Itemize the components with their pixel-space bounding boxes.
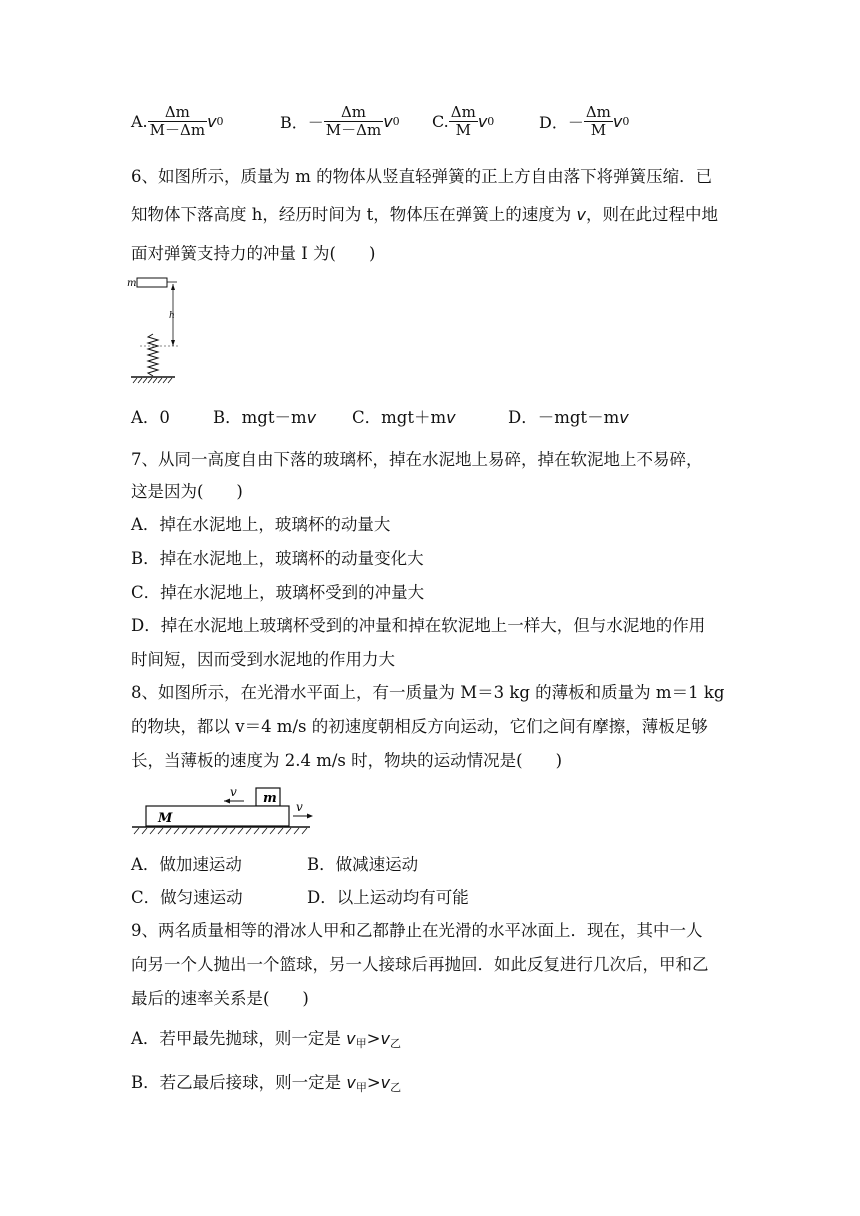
q8-board-figure <box>130 784 320 840</box>
velocity-symbol: v <box>446 408 456 427</box>
q5-option-a <box>131 104 224 139</box>
q9-option-a <box>131 1029 401 1054</box>
q7-option-d-line-1: D．掉在水泥地上玻璃杯受到的冲量和掉在软泥地上一样大，但与水泥地的作用 <box>131 616 706 635</box>
q8-options-row-1 <box>131 855 419 875</box>
q8-option-c: C．做匀速运动 <box>131 888 243 907</box>
spring-coil <box>148 334 158 376</box>
text: ，则在此过程中地 <box>585 205 718 224</box>
mass-label: m <box>127 278 137 289</box>
q6-option-d <box>508 408 629 428</box>
q5-option-d <box>539 104 629 139</box>
height-label: h <box>169 311 175 321</box>
subscript: 0 <box>392 115 400 128</box>
q9-option-b <box>131 1073 401 1098</box>
block-velocity-label: v <box>230 785 237 799</box>
velocity-symbol: v <box>619 408 629 427</box>
velocity-symbol: v <box>383 112 393 131</box>
q7-option-d-line-2: 时间短，因而受到水泥地的作用力大 <box>131 650 395 669</box>
q7-option-a: A．掉在水泥地上，玻璃杯的动量大 <box>131 515 391 534</box>
q7-stem-line-1: 7、从同一高度自由下落的玻璃杯，掉在水泥地上易碎，掉在软泥地上不易碎， <box>131 450 703 469</box>
fraction <box>148 104 207 139</box>
q6-stem-line-3: 面对弹簧支持力的冲量 I 为( ) <box>131 244 376 263</box>
numerator: Δm <box>450 103 476 121</box>
velocity-symbol: v <box>346 1073 356 1092</box>
denominator: M <box>590 121 607 139</box>
subscript: 乙 <box>389 1037 401 1050</box>
option-label: D．－ <box>539 113 584 132</box>
option-text: D．－mgt－m <box>508 408 620 427</box>
q6-stem-line-2 <box>131 205 718 225</box>
board-label: M <box>158 811 173 826</box>
option-text: A．若甲最先抛球，则一定是 <box>131 1029 347 1048</box>
q8-stem-line-2: 的物块，都以 v＝4 m/s 的初速度朝相反方向运动，它们之间有摩擦，薄板足够 <box>131 717 708 736</box>
comparison-symbol: > <box>366 1029 381 1048</box>
velocity-symbol: v <box>346 1029 356 1048</box>
velocity-symbol: v <box>576 205 586 224</box>
q6-spring-figure <box>127 272 197 392</box>
arrow-down-icon <box>171 340 175 346</box>
option-label: B．－ <box>280 113 324 132</box>
q8-options-row-2 <box>131 888 469 908</box>
q6-option-a: A．0 <box>131 408 170 427</box>
q6-option-c <box>352 408 456 428</box>
option-label: A. <box>131 112 148 131</box>
ground-hatch <box>134 828 307 834</box>
comparison-symbol: > <box>366 1073 381 1092</box>
text: 知物体下落高度 h，经历时间为 t，物体压在弹簧上的速度为 <box>131 205 577 224</box>
numerator: Δm <box>585 103 611 121</box>
subscript: 甲 <box>355 1081 367 1094</box>
arrow-left-icon <box>224 799 230 804</box>
q9-stem-line-3: 最后的速率关系是( ) <box>131 989 309 1008</box>
q6-options <box>131 408 629 428</box>
option-label: C. <box>432 112 449 131</box>
numerator: Δm <box>324 104 383 122</box>
q8-stem-line-1: 8、如图所示，在光滑水平面上，有一质量为 M＝3 kg 的薄板和质量为 m＝1 kg <box>131 683 725 702</box>
board-velocity-label: v <box>296 800 303 814</box>
fraction <box>324 104 383 139</box>
velocity-symbol: v <box>380 1029 390 1048</box>
q6-stem-line-1: 6、如图所示，质量为 m 的物体从竖直轻弹簧的正上方自由落下将弹簧压缩．已 <box>131 167 713 186</box>
q8-stem-line-3: 长，当薄板的速度为 2.4 m/s 时，物块的运动情况是( ) <box>131 751 563 770</box>
arrow-right-icon <box>307 814 313 819</box>
denominator: M－Δm <box>325 121 382 139</box>
subscript: 甲 <box>355 1037 367 1050</box>
velocity-symbol: v <box>612 112 623 131</box>
mass-block <box>137 278 167 287</box>
q9-stem-line-1: 9、两名质量相等的滑冰人甲和乙都静止在光滑的水平冰面上．现在，其中一人 <box>131 921 703 940</box>
block-label: m <box>263 791 277 806</box>
q7-stem-line-2: 这是因为( ) <box>131 482 243 501</box>
option-text: C．mgt＋m <box>352 408 447 427</box>
fraction <box>449 104 478 139</box>
subscript: 0 <box>487 115 495 128</box>
option-text: B．若乙最后接球，则一定是 <box>131 1073 347 1092</box>
subscript: 乙 <box>390 1081 402 1094</box>
option-text: B．mgt－m <box>213 408 307 427</box>
denominator: M－Δm <box>149 121 206 139</box>
q5-option-b <box>280 104 400 139</box>
q8-option-d: D．以上运动均有可能 <box>307 888 469 907</box>
q7-option-b: B．掉在水泥地上，玻璃杯的动量变化大 <box>131 549 424 568</box>
q5-option-c <box>432 104 494 139</box>
numerator: Δm <box>148 104 207 122</box>
velocity-symbol: v <box>477 112 488 131</box>
velocity-symbol: v <box>306 408 317 427</box>
q8-option-a: A．做加速运动 <box>131 855 242 874</box>
q9-stem-line-2: 向另一个人抛出一个篮球，另一人接球后再抛回．如此反复进行几次后，甲和乙 <box>131 955 709 974</box>
q7-option-c: C．掉在水泥地上，玻璃杯受到的冲量大 <box>131 583 425 602</box>
velocity-symbol: v <box>207 112 217 131</box>
velocity-symbol: v <box>380 1073 391 1092</box>
subscript: 0 <box>216 115 224 128</box>
subscript: 0 <box>622 115 630 128</box>
arrow-up-icon <box>171 284 175 290</box>
fraction <box>584 104 613 139</box>
ground-hatch <box>133 378 172 383</box>
q6-option-b <box>213 408 316 428</box>
q8-option-b: B．做减速运动 <box>307 855 419 874</box>
denominator: M <box>455 121 471 139</box>
